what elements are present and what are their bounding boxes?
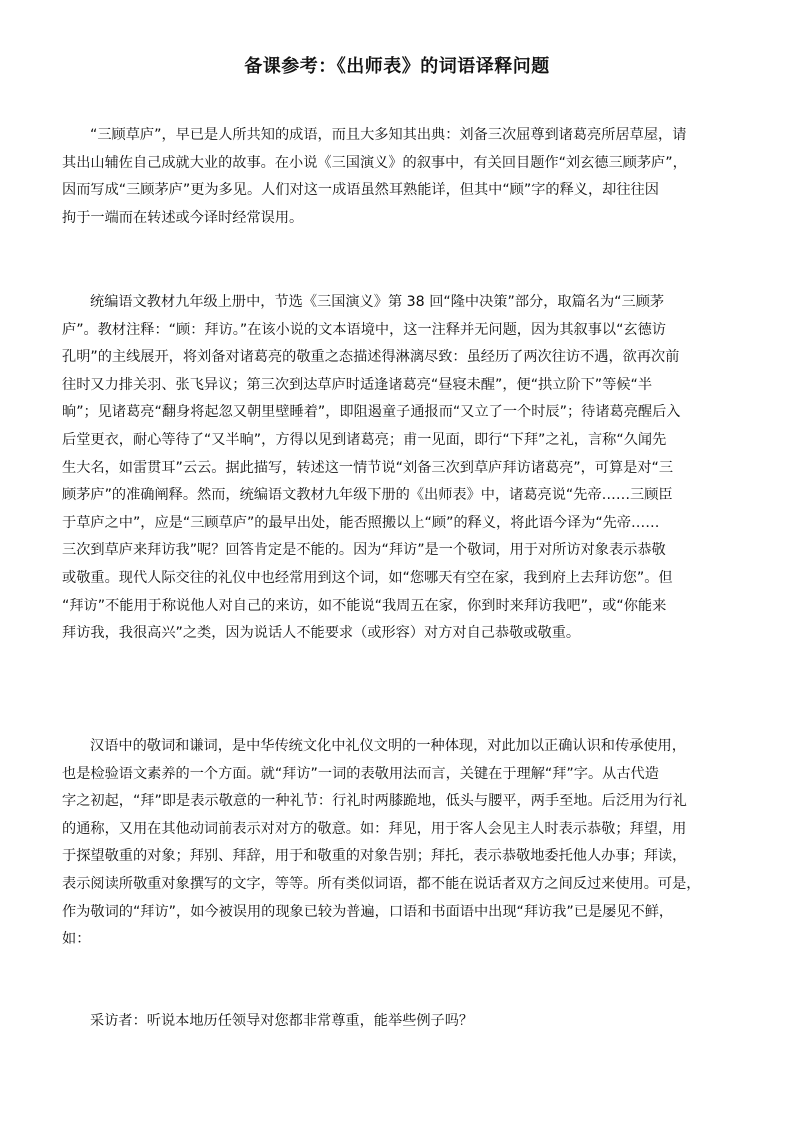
text-line: 拜访我，我很高兴”之类，因为说话人不能要求（或形容）对方对自己恭敬或敬重。	[62, 625, 581, 642]
text-line: 因而写成“三顾茅庐”更为多见。人们对这一成语虽然耳熟能详，但其中“顾”字的释义，却往往因	[62, 182, 659, 199]
paragraph-3	[62, 733, 734, 954]
paragraph-1	[62, 122, 734, 232]
text-line: 晌”；见诸葛亮“翻身将起忽又朝里壁睡着”，即阻遏童子通报而“又立了一个时辰”；待诸葛亮醒后入	[62, 404, 681, 421]
text-line: 庐”。教材注释：“顾：拜访。”在该小说的文本语境中，这一注释并无问题，因为其叙事以“玄德访	[62, 321, 666, 338]
text-line: 顾茅庐”的准确阐释。然而，统编语文教材九年级下册的《出师表》中，诸葛亮说“先帝……三顾臣	[62, 487, 673, 504]
text-line: 或敬重。现代人际交往的礼仪中也经常用到这个词，如“您哪天有空在家，我到府上去拜访您”。但	[62, 569, 673, 586]
text-line: 往时又力排关羽、张飞异议；第三次到达草庐时适逢诸葛亮“昼寝未醒”，便“拱立阶下”等候“半	[62, 376, 653, 393]
document-title: 备课参考：《出师表》的词语译释问题	[244, 56, 550, 77]
text-line: 生大名，如雷贯耳”云云。据此描写，转述这一情节说“刘备三次到草庐拜访诸葛亮”，可算是对“三	[62, 459, 674, 476]
text-line: “拜访”不能用于称说他人对自己的来访，如不能说“我周五在家，你到时来拜访我吧”，或“你能来	[62, 597, 667, 614]
text-line: “三顾草庐”，早已是人所共知的成语，而且大多知其出典：刘备三次屈尊到诸葛亮所居草屋，请	[90, 127, 687, 143]
text-line: 表示阅读所敬重对象撰写的文字，等等。所有类似词语，都不能在说话者双方之间反过来使用。可是，	[62, 875, 701, 892]
text-line: 采访者：听说本地历任领导对您都非常尊重，能举些例子吗？	[90, 1013, 474, 1029]
text-line: 作为敬词的“拜访”，如今被误用的现象已较为普遍，口语和书面语中出现“拜访我”已是屡见不鲜，	[62, 903, 674, 920]
text-line: 于草庐之中”，应是“三顾草庐”的最早出处，能否照搬以上“顾”的释义，将此语今译为“先帝……	[62, 514, 660, 531]
text-line: 统编语文教材九年级上册中，节选《三国演义》第 38 回“隆中决策”部分，取篇名为“三顾茅	[90, 294, 665, 310]
text-line: 字之初起，“拜”即是表示敬意的一种礼节：行礼时两膝跪地，低头与腰平，两手至地。后泛用为行礼	[62, 793, 687, 810]
text-line: 三次到草庐来拜访我”呢？回答肯定是不能的。因为“拜访”是一个敬词，用于对所访对象表示恭敬	[62, 542, 666, 559]
text-line: 如：	[62, 931, 91, 948]
text-line: 的通称，又用在其他动词前表示对对方的敬意。如：拜见，用于客人会见主人时表示恭敬；拜望，用	[62, 820, 687, 837]
text-line: 于探望敬重的对象；拜别、拜辞，用于和敬重的对象告别；拜托，表示恭敬地委托他人办事；拜读，	[62, 848, 687, 865]
paragraph-2	[62, 289, 734, 648]
text-line: 也是检验语文素养的一个方面。就“拜访”一词的表敬用法而言，关键在于理解“拜”字。从古代造	[62, 765, 659, 782]
text-line: 汉语中的敬词和谦词，是中华传统文化中礼仪文明的一种体现，对此加以正确认识和传承使用，	[90, 738, 686, 754]
text-line: 其出山辅佐自己成就大业的故事。在小说《三国演义》的叙事中，有关回目题作“刘玄德三顾茅庐”，	[62, 154, 687, 171]
text-line: 孔明”的主线展开，将刘备对诸葛亮的敬重之态描述得淋漓尽致：虽经历了两次往访不遇，欲再次前	[62, 349, 680, 366]
paragraph-4	[62, 1008, 734, 1036]
text-line: 后堂更衣，耐心等待了“又半晌”，方得以见到诸葛亮；甫一见面，即行“下拜”之礼，言称“久闻先	[62, 431, 667, 448]
text-line: 拘于一端而在转述或今译时经常误用。	[62, 209, 304, 226]
